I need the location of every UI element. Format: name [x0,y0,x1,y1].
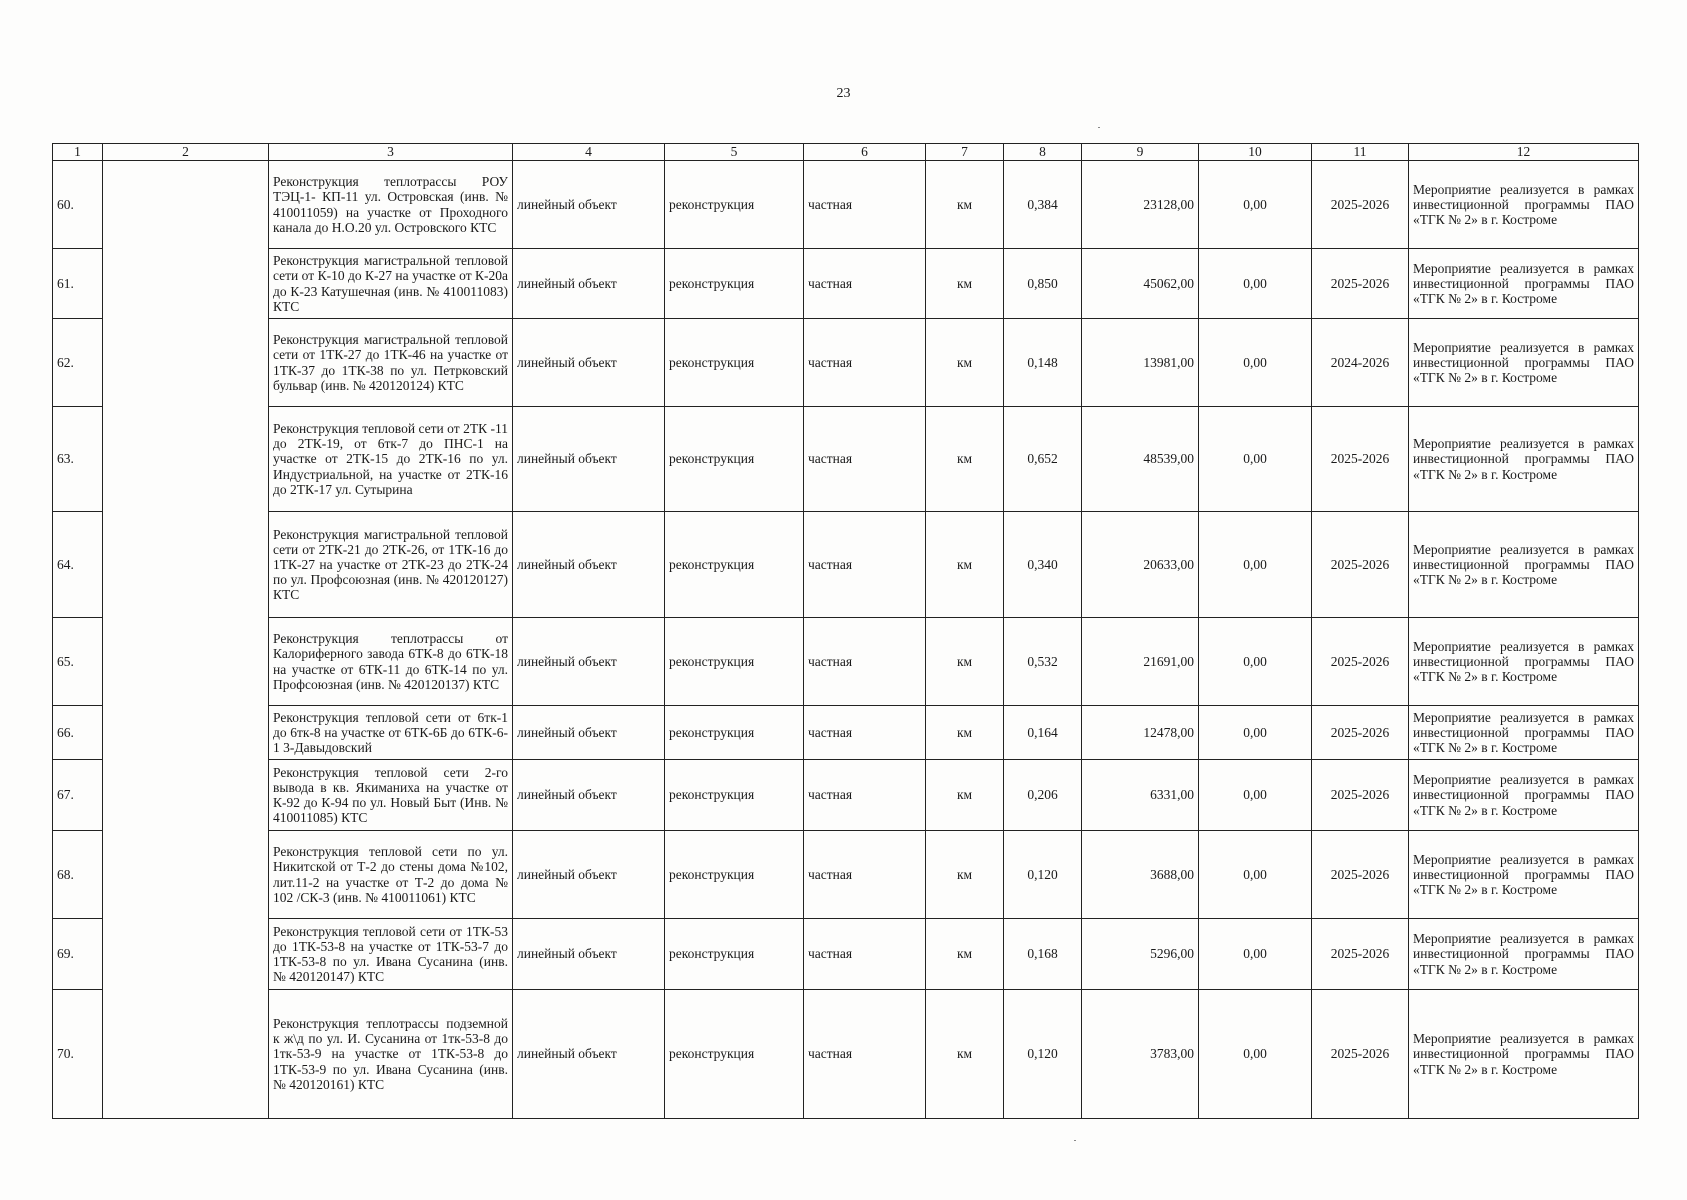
table-row [53,512,1639,618]
object-type: линейный объект [513,706,665,760]
object-type: линейный объект [513,161,665,249]
row-number: 70. [53,990,103,1119]
unit: км [926,319,1004,407]
note: Мероприятие реализуется в рамках инвестиционной программы ПАО «ТГК № 2» в г. Костроме [1409,831,1639,919]
row-number: 62. [53,319,103,407]
work-type: реконструкция [665,760,804,831]
work-type: реконструкция [665,919,804,990]
note: Мероприятие реализуется в рамках инвестиционной программы ПАО «ТГК № 2» в г. Костроме [1409,706,1639,760]
years: 2025-2026 [1312,249,1409,319]
value-col10: 0,00 [1199,990,1312,1119]
cost: 13981,00 [1082,319,1199,407]
table-row [53,706,1639,760]
table-row [53,831,1639,919]
value-col10: 0,00 [1199,618,1312,706]
project-name: Реконструкция тепловой сети по ул. Никитской от Т-2 до стены дома №102, лит.11-2 на участке от Т-2 до дома № 102 /СК-3 (инв. № 410011061) КТС [269,831,513,919]
years: 2025-2026 [1312,706,1409,760]
unit: км [926,831,1004,919]
note: Мероприятие реализуется в рамках инвестиционной программы ПАО «ТГК № 2» в г. Костроме [1409,249,1639,319]
work-type: реконструкция [665,512,804,618]
object-type: линейный объект [513,618,665,706]
row-number: 67. [53,760,103,831]
column-header: 3 [269,144,513,161]
register-table [52,143,1639,1119]
ownership: частная [804,407,926,512]
object-type: линейный объект [513,990,665,1119]
row-number: 63. [53,407,103,512]
table-row [53,407,1639,512]
object-type: линейный объект [513,319,665,407]
length: 0,384 [1004,161,1082,249]
ownership: частная [804,706,926,760]
column-number-row [53,144,1639,161]
work-type: реконструкция [665,831,804,919]
cost: 48539,00 [1082,407,1199,512]
unit: км [926,249,1004,319]
cost: 5296,00 [1082,919,1199,990]
column-header: 9 [1082,144,1199,161]
register-body [53,161,1639,1119]
length: 0,850 [1004,249,1082,319]
empty-column-2 [103,161,269,1119]
length: 0,340 [1004,512,1082,618]
project-name: Реконструкция магистральной тепловой сети от К-10 до К-27 на участке от К-20а до К-23 Катушечная (инв. № 410011083) КТС [269,249,513,319]
row-number: 60. [53,161,103,249]
note: Мероприятие реализуется в рамках инвестиционной программы ПАО «ТГК № 2» в г. Костроме [1409,990,1639,1119]
row-number: 69. [53,919,103,990]
table-row [53,618,1639,706]
table-row [53,161,1639,249]
row-number: 64. [53,512,103,618]
years: 2024-2026 [1312,319,1409,407]
value-col10: 0,00 [1199,407,1312,512]
ownership: частная [804,618,926,706]
table-row [53,990,1639,1119]
column-header: 1 [53,144,103,161]
work-type: реконструкция [665,249,804,319]
cost: 21691,00 [1082,618,1199,706]
unit: км [926,990,1004,1119]
project-name: Реконструкция тепловой сети от 2ТК -11 до 2ТК-19, от 6тк-7 до ПНС-1 на участке от 2ТК-15 до 2ТК-16 по ул. Индустриальной, на участке от 2ТК-16 до 2ТК-17 ул. Сутырина [269,407,513,512]
cost: 20633,00 [1082,512,1199,618]
table-row [53,760,1639,831]
project-name: Реконструкция тепловой сети 2-го вывода в кв. Якиманиха на участке от К-92 до К-94 по ул. Новый Быт (Инв. № 410011085) КТС [269,760,513,831]
ownership: частная [804,919,926,990]
length: 0,164 [1004,706,1082,760]
object-type: линейный объект [513,407,665,512]
length: 0,532 [1004,618,1082,706]
object-type: линейный объект [513,512,665,618]
column-header: 6 [804,144,926,161]
cost: 3783,00 [1082,990,1199,1119]
work-type: реконструкция [665,990,804,1119]
note: Мероприятие реализуется в рамках инвестиционной программы ПАО «ТГК № 2» в г. Костроме [1409,407,1639,512]
unit: км [926,919,1004,990]
years: 2025-2026 [1312,919,1409,990]
table-row [53,919,1639,990]
years: 2025-2026 [1312,760,1409,831]
ownership: частная [804,760,926,831]
length: 0,148 [1004,319,1082,407]
value-col10: 0,00 [1199,831,1312,919]
years: 2025-2026 [1312,512,1409,618]
table-row [53,249,1639,319]
unit: км [926,618,1004,706]
unit: км [926,760,1004,831]
cost: 12478,00 [1082,706,1199,760]
length: 0,120 [1004,831,1082,919]
ownership: частная [804,512,926,618]
value-col10: 0,00 [1199,512,1312,618]
work-type: реконструкция [665,407,804,512]
scan-speck [1098,127,1100,128]
page-number: 23 [836,86,851,101]
project-name: Реконструкция теплотрассы подземной к ж\д по ул. И. Сусанина от 1тк-53-8 до 1тк-53-9 на участке от 1ТК-53-8 до 1ТК-53-9 по ул. Ивана Сусанина (инв. № 420120161) КТС [269,990,513,1119]
value-col10: 0,00 [1199,161,1312,249]
unit: км [926,161,1004,249]
row-number: 66. [53,706,103,760]
column-header: 12 [1409,144,1639,161]
column-header: 4 [513,144,665,161]
years: 2025-2026 [1312,831,1409,919]
value-col10: 0,00 [1199,319,1312,407]
note: Мероприятие реализуется в рамках инвестиционной программы ПАО «ТГК № 2» в г. Костроме [1409,919,1639,990]
object-type: линейный объект [513,831,665,919]
unit: км [926,407,1004,512]
object-type: линейный объект [513,919,665,990]
length: 0,120 [1004,990,1082,1119]
row-number: 61. [53,249,103,319]
project-name: Реконструкция теплотрассы от Калориферного завода 6ТК-8 до 6ТК-18 на участке от 6ТК-11 до 6ТК-14 по ул. Профсоюзная (инв. № 420120137) КТС [269,618,513,706]
table-row [53,319,1639,407]
ownership: частная [804,249,926,319]
column-header: 5 [665,144,804,161]
years: 2025-2026 [1312,407,1409,512]
work-type: реконструкция [665,319,804,407]
note: Мероприятие реализуется в рамках инвестиционной программы ПАО «ТГК № 2» в г. Костроме [1409,618,1639,706]
column-header: 10 [1199,144,1312,161]
project-name: Реконструкция тепловой сети от 1ТК-53 до 1ТК-53-8 на участке от 1ТК-53-7 до 1ТК-53-8 по ул. Ивана Сусанина (инв. № 420120147) КТС [269,919,513,990]
note: Мероприятие реализуется в рамках инвестиционной программы ПАО «ТГК № 2» в г. Костроме [1409,319,1639,407]
unit: км [926,706,1004,760]
column-header: 2 [103,144,269,161]
object-type: линейный объект [513,760,665,831]
value-col10: 0,00 [1199,760,1312,831]
column-header: 11 [1312,144,1409,161]
years: 2025-2026 [1312,618,1409,706]
column-header: 7 [926,144,1004,161]
column-header: 8 [1004,144,1082,161]
work-type: реконструкция [665,618,804,706]
object-type: линейный объект [513,249,665,319]
work-type: реконструкция [665,161,804,249]
ownership: частная [804,319,926,407]
length: 0,168 [1004,919,1082,990]
years: 2025-2026 [1312,161,1409,249]
note: Мероприятие реализуется в рамках инвестиционной программы ПАО «ТГК № 2» в г. Костроме [1409,512,1639,618]
row-number: 65. [53,618,103,706]
cost: 23128,00 [1082,161,1199,249]
cost: 6331,00 [1082,760,1199,831]
length: 0,206 [1004,760,1082,831]
cost: 3688,00 [1082,831,1199,919]
value-col10: 0,00 [1199,919,1312,990]
ownership: частная [804,831,926,919]
ownership: частная [804,161,926,249]
cost: 45062,00 [1082,249,1199,319]
value-col10: 0,00 [1199,249,1312,319]
value-col10: 0,00 [1199,706,1312,760]
project-name: Реконструкция магистральной тепловой сети от 2ТК-21 до 2ТК-26, от 1ТК-16 до 1ТК-27 на участке от 2ТК-23 до 2ТК-24 по ул. Профсоюзная (инв. № 420120127) КТС [269,512,513,618]
note: Мероприятие реализуется в рамках инвестиционной программы ПАО «ТГК № 2» в г. Костроме [1409,760,1639,831]
scan-speck [1074,1140,1076,1141]
project-name: Реконструкция тепловой сети от 6тк-1 до 6тк-8 на участке от 6ТК-6Б до 6ТК-6-1 3-Давыдовский [269,706,513,760]
unit: км [926,512,1004,618]
project-name: Реконструкция теплотрассы РОУ ТЭЦ-1- КП-11 ул. Островская (инв. № 410011059) на участке от Проходного канала до Н.О.20 ул. Островского КТС [269,161,513,249]
work-type: реконструкция [665,706,804,760]
length: 0,652 [1004,407,1082,512]
note: Мероприятие реализуется в рамках инвестиционной программы ПАО «ТГК № 2» в г. Костроме [1409,161,1639,249]
years: 2025-2026 [1312,990,1409,1119]
row-number: 68. [53,831,103,919]
project-name: Реконструкция магистральной тепловой сети от 1ТК-27 до 1ТК-46 на участке от 1ТК-37 до 1ТК-38 по ул. Петрковский бульвар (инв. № 420120124) КТС [269,319,513,407]
ownership: частная [804,990,926,1119]
